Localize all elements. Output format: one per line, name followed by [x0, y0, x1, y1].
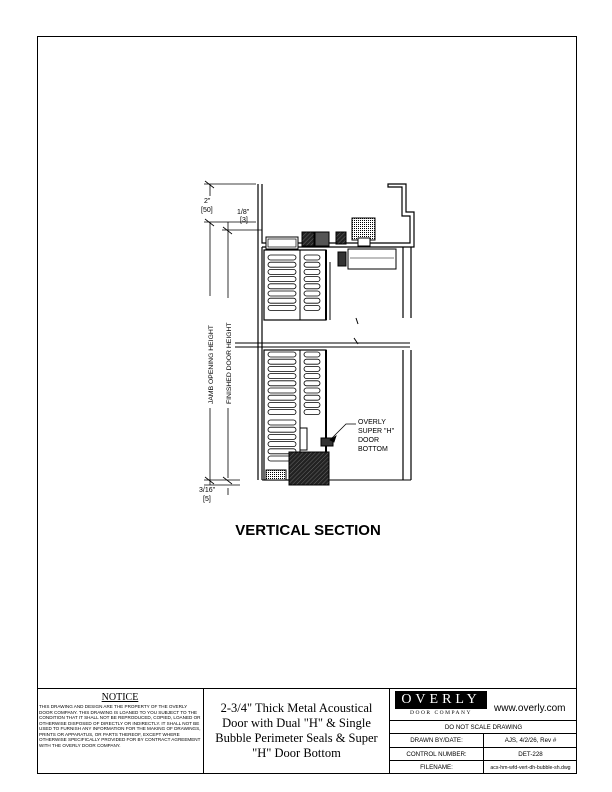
insulation-coil — [268, 388, 296, 393]
insulation-coil — [268, 410, 296, 415]
insulation-coil — [304, 305, 320, 310]
logo-wordmark: OVERLY — [395, 691, 487, 709]
acoustic-insulation-upper — [268, 255, 320, 310]
insulation-coil — [268, 427, 296, 432]
insulation-coil — [304, 277, 320, 282]
dim-top-label: 2" — [204, 198, 211, 205]
insulation-coil — [268, 442, 296, 447]
logo-subtitle: DOOR COMPANY — [410, 710, 472, 716]
dim-bottom-gap-metric: [5] — [203, 496, 211, 503]
control-number-row — [390, 747, 577, 760]
drawn-by-row — [390, 733, 577, 747]
notice-text: THIS DRAWING AND DESIGN ARE THE PROPERTY OF THE OVERLY DOOR COMPANY. THIS DRAWING IS LOANED TO YOU SUBJECT TO THE CONDITION THAT IT SHALL NOT BE REPRODUCED, COPIED, LOANED OR OTHERWISE DISPOSED OF DIRECTLY OR INDIRECTLY. IT SHALL NOT BE USED TO FURNISH ANY INFORMATION FOR THE MAKING OF DRAWINGS, PRINTS OR APPARATUS, OR PARTS THEREOF, EXCEPT WHERE OTHERWISE SPECIFICALLY PROVIDED FOR BY CONTRACT AGREEMENT WITH THE OVERLY DOOR COMPANY. — [39, 704, 201, 748]
company-info-panel — [390, 689, 577, 773]
insulation-coil — [268, 298, 296, 303]
insulation-coil — [304, 402, 320, 407]
filename-label: FILENAME: — [390, 761, 484, 774]
insulation-coil — [268, 434, 296, 439]
scale-note: DO NOT SCALE DRAWING — [444, 723, 523, 731]
insulation-coil — [304, 255, 320, 260]
insulation-coil — [304, 388, 320, 393]
insulation-coil — [268, 352, 296, 357]
insulation-coil — [304, 291, 320, 296]
filename-row — [390, 760, 577, 774]
jamb-opening-height-label: JAMB OPENING HEIGHT — [208, 325, 215, 404]
insulation-coil — [268, 359, 296, 364]
notice-heading: NOTICE — [101, 692, 139, 703]
control-number-value: DET-228 — [518, 750, 543, 758]
control-number-label: CONTROL NUMBER: — [390, 748, 484, 760]
insulation-coil — [304, 262, 320, 267]
insulation-coil — [304, 410, 320, 415]
insulation-coil — [304, 298, 320, 303]
insulation-coil — [268, 381, 296, 386]
insulation-coil — [304, 381, 320, 386]
drawn-by-label: DRAWN BY/DATE: — [390, 734, 484, 747]
callout-line-1: OVERLY — [358, 419, 386, 426]
insulation-coil — [304, 395, 320, 400]
insulation-coil — [268, 420, 296, 425]
callout-line-2: SUPER "H" — [358, 428, 395, 435]
section-title: VERTICAL SECTION — [235, 522, 381, 539]
dim-bottom-gap-label: 3/16" — [199, 487, 216, 494]
drawing-title-panel — [204, 689, 390, 773]
insulation-coil — [268, 402, 296, 407]
finished-door-height-label: FINISHED DOOR HEIGHT — [226, 322, 233, 404]
insulation-coil — [304, 269, 320, 274]
filename-value: acs-hm-wfd-vert-dh-bubble-sh.dwg — [490, 764, 571, 771]
insulation-coil — [304, 284, 320, 289]
drawing-title: 2-3/4" Thick Metal Acoustical Door with Dual "H" & Single Bubble Perimeter Seals & Super "H" Door Bottom — [215, 701, 378, 760]
callout-line-3: DOOR — [358, 437, 379, 444]
insulation-coil — [268, 366, 296, 371]
drawn-by-value: AJS, 4/2/26, Rev # — [504, 737, 557, 744]
insulation-coil — [268, 395, 296, 400]
scale-note-row — [390, 720, 577, 733]
company-logo — [395, 691, 487, 718]
insulation-coil — [268, 277, 296, 282]
acoustic-insulation-lower — [268, 352, 320, 461]
callout-line-4: BOTTOM — [358, 446, 388, 453]
dim-head-gap-label: 1/8" — [237, 209, 250, 216]
insulation-coil — [268, 305, 296, 310]
insulation-coil — [268, 262, 296, 267]
title-block — [37, 688, 577, 774]
dim-head-gap-metric: [3] — [240, 217, 248, 224]
notice-panel — [37, 689, 204, 773]
insulation-coil — [304, 359, 320, 364]
dim-top-metric: [50] — [201, 207, 213, 214]
insulation-coil — [304, 374, 320, 379]
insulation-coil — [268, 374, 296, 379]
insulation-coil — [268, 284, 296, 289]
insulation-coil — [268, 269, 296, 274]
break-lines — [228, 318, 410, 347]
callout-leader — [330, 424, 356, 442]
insulation-coil — [268, 255, 296, 260]
super-h-door-bottom — [266, 428, 333, 485]
insulation-coil — [304, 366, 320, 371]
website-link[interactable]: www.overly.com — [494, 703, 566, 714]
insulation-coil — [304, 352, 320, 357]
insulation-coil — [268, 291, 296, 296]
